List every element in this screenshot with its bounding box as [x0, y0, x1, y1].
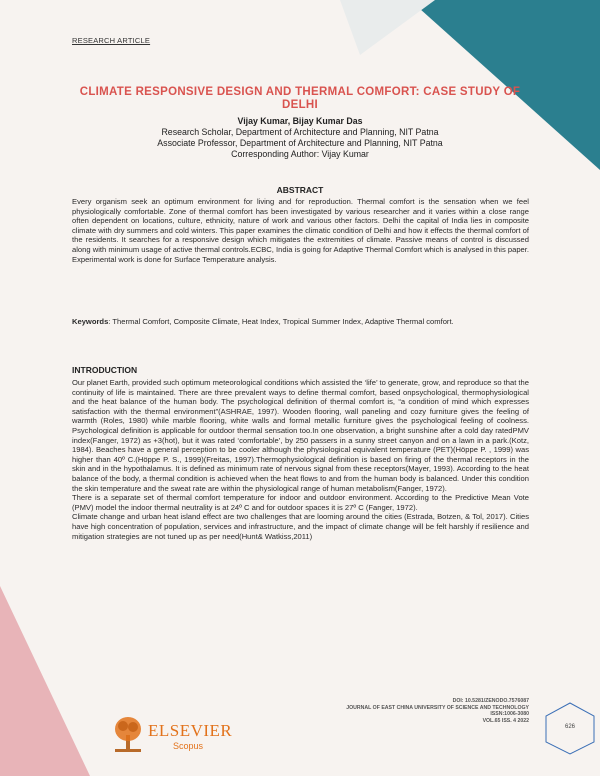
issn: ISSN:1006-3080 [490, 711, 529, 718]
doi: DOI: 10.5281/ZENODO.7576087 [452, 698, 529, 704]
introduction-paragraph-3: Climate change and urban heat island effect are two challenges that are looming around the cities (Estrada, Botzen, & Tol, 2017). Cities have high concentration of population, services and infrastructure, and the impact of climate change will be felt harshly if resilience and mitigation strategies are not tuned up as per need(Hunt& Watkiss,2011) [72, 512, 529, 541]
introduction-text [72, 378, 529, 541]
introduction-paragraph-1: Our planet Earth, provided such optimum meteorological conditions which assisted the ‘life’ to generate, grow, and reproduce so that the continuity of life is maintained. There are three prevalent ways to define thermal comfort, based onpsychological, thermophysiological and the heat balance of the human body. The psychological definition of thermal comfort is, “a condition of mind which expresses satisfaction with the thermal environment”(ASHRAE, 1997). Wooden flooring, wall paneling and cozy furniture gives the feeling of warmth (Roles, 1980) while marble flooring, white walls and formal metallic furniture gives the psychological feeling of coolness. Psychological definition is applicable for outdoor thermal sensation too.In one observation, a bright sunshine after a cold day ratedPMV index(Fanger, 1972) as +3(hot), but it was rated ‘comfortable’, by 250 passers in a sunny street canyon and on a lawn in a park.(Kotz, 1984). Beaches have a general perception to be cooler although the physiological equivalent temperature (PET)(Höppe P. , 1999) was higher than 40º C.(Höppe P. S., 1999)(Freitas, 1997).Thermophysiological definition is based on firing of the thermal receptors in the skin and in the hypothalamus. It is defined as minimum rate of nervous signal from these receptors(Mayer, 1993). According to the heat balance of the body, a thermal condition is achieved when the heat flows to and from the human body is balanced. Under this condition the skin temperature and the sweat rate are within the physiological range of human metabolism(Fanger, 1972). [72, 378, 529, 493]
affiliation-2: Associate Professor, Department of Architecture and Planning, NIT Patna [157, 138, 443, 148]
scopus-logo-text: Scopus [173, 741, 204, 751]
paper-title: CLIMATE RESPONSIVE DESIGN AND THERMAL COMFORT: CASE STUDY OF DELHI [79, 86, 521, 111]
keywords-text: : Thermal Comfort, Composite Climate, Heat Index, Tropical Summer Index, Adaptive Thermal comfort. [108, 317, 454, 326]
article-type-label: RESEARCH ARTICLE [72, 36, 151, 45]
volume-issue: VOL.65 ISS. 4 2022 [482, 717, 529, 724]
light-corner-triangle [340, 0, 435, 55]
page-number: 626 [564, 724, 575, 730]
elsevier-logo-text: ELSEVIER [148, 721, 233, 740]
abstract-heading: ABSTRACT [276, 185, 324, 195]
journal-name: JOURNAL OF EAST CHINA UNIVERSITY OF SCIENCE AND TECHNOLOGY [346, 704, 529, 711]
keywords-label: Keywords [72, 317, 109, 326]
elsevier-tree-icon [112, 715, 144, 753]
pink-triangle [0, 586, 90, 776]
introduction-heading: INTRODUCTION [72, 365, 138, 375]
introduction-paragraph-2: There is a separate set of thermal comfort temperature for indoor and outdoor environment. According to the Predictive Mean Vote (PMV) model the indoor thermal neutrality is at 24º C and for outdoor spaces it is 27º C (Fanger, 1972). [72, 493, 529, 512]
corresponding-author: Corresponding Author: Vijay Kumar [231, 149, 369, 159]
journal-info [290, 698, 529, 724]
affiliation-1: Research Scholar, Department of Architecture and Planning, NIT Patna [161, 127, 439, 137]
abstract-text: Every organism seek an optimum environment for living and for reproduction. Thermal comfort is the sensation when we feel physiologically comfortable. Zone of thermal comfort has been investigated by various researcher and it varies within a close range often dependent on locations, culture, ethnicity, nature of work and various other factors. Delhi the capital of India lies in composite climate with dry summers and cold winters. This paper examines the climatic condition of Delhi and how it effects the thermal comfort of the residents. It searches for a responsive design which mitigates the extremities of climate. Passive means of control is discussed along with minimum usage of active thermal controls.ECBC, India is going for Adaptive Thermal Comfort which is analysed in this paper. Experimental work is done for Surface Temperature analysis. [72, 197, 529, 264]
keywords [72, 317, 529, 327]
author-names: Vijay Kumar, Bijay Kumar Das [237, 116, 363, 126]
bottom-left-decoration [0, 586, 90, 776]
author-block [72, 116, 528, 160]
